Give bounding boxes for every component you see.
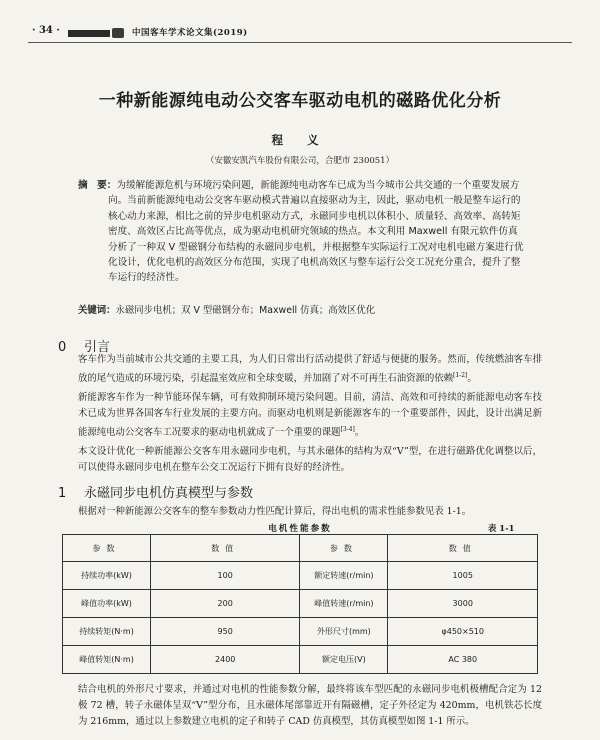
table-row <box>63 646 538 674</box>
paragraph-after-table: 结合电机的外形尺寸要求，并通过对电机的性能参数分解，最终将该车型匹配的永磁同步电机极槽配合定为 12 极 72 槽，转子永磁体呈双“V”型分布，且永磁体尾部靠近开有隔磁槽，定子外径定为 420mm，电机铁芯长度为 216mm，通过以上参数建立电机的定子和转子 CAD 仿真模型，其仿真模型如图 1-1 所示。 <box>78 684 542 728</box>
running-header <box>28 22 572 42</box>
abstract <box>78 178 524 286</box>
paragraph-text: 客车作为当前城市公共交通的主要工具，为人们日常出行活动提供了舒适与便捷的服务。然而，传统燃油客车排放的尾气造成的环境污染，引起温室效应和全球变暖，并加剧了对不可再生石油资源的依赖 <box>78 354 542 385</box>
table-header: 参数 <box>63 535 151 562</box>
table-cell: 峰值转矩(N·m) <box>63 646 151 674</box>
paragraph: 根据对一种新能源公交客车的整车参数动力性匹配计算后，得出电机的需求性能参数见表 1-1。 <box>78 506 472 517</box>
citation: [1-2] <box>453 372 468 380</box>
section-title: 引言 <box>84 340 111 355</box>
table-cell: 3000 <box>388 590 538 618</box>
table-header: 参数 <box>300 535 388 562</box>
table-number: 表 1-1 <box>488 523 515 533</box>
table-cell: 额定转速(r/min) <box>300 562 388 590</box>
table-caption: 电机性能参数 <box>268 524 332 534</box>
keywords-text: 永磁同步电机；双 V 型磁钢分布；Maxwell 仿真；高效区优化 <box>115 305 376 316</box>
motor-parameter-table <box>62 534 538 674</box>
header-logo-mark <box>112 28 124 38</box>
header-rule <box>28 42 572 43</box>
table-cell: 1005 <box>388 562 538 590</box>
paragraph <box>78 390 542 442</box>
paragraph <box>78 352 542 388</box>
paragraph-tail: 。 <box>467 373 477 385</box>
table-cell: 峰值转速(r/min) <box>300 590 388 618</box>
abstract-text: 为缓解能源危机与环境污染问题，新能源纯电动客车已成为当今城市公共交通的一个重要发展方向。当前新能源纯电动公交客车驱动模式普遍以直接驱动为主，因此，驱动电机一般是整车运行的核心动力来源，相比之前的异步电机驱动方式，永磁同步电机以体积小、质量轻、高效率、高转矩密度、高效区占比高等优点，成为驱动电机研究领域的热点。本文利用 Maxwell 有限元软件仿真分析了一种双 V 型磁钢分布结构的永磁同步电机，并根据整车实际运行工况对电机电磁方案进行优化设计，优化电机的高效区分布范围，实现了电机高效区与整车运行公交工况充分重合，提升了整车运行的经济性。 <box>108 180 524 284</box>
section-title: 永磁同步电机仿真模型与参数 <box>84 486 254 501</box>
author-name: 程 义 <box>271 133 329 147</box>
table-cell: 950 <box>151 618 300 646</box>
table-cell: 额定电压(V) <box>300 646 388 674</box>
table-header-row <box>63 535 538 562</box>
section-heading-model <box>58 482 253 501</box>
table-cell: 持续功率(kW) <box>63 562 151 590</box>
page-number: · 34 · <box>32 25 60 36</box>
table-row <box>63 618 538 646</box>
abstract-label: 摘 要： <box>78 180 117 191</box>
table-cell: 外形尺寸(mm) <box>300 618 388 646</box>
author-affiliation: （安徽安凯汽车股份有限公司，合肥市 230051） <box>205 156 395 166</box>
header-decoration <box>68 30 110 37</box>
table-cell: 持续转矩(N·m) <box>63 618 151 646</box>
paragraph <box>78 444 542 476</box>
table-cell: 200 <box>151 590 300 618</box>
table-cell: 峰值功率(kW) <box>63 590 151 618</box>
table-row <box>63 590 538 618</box>
paragraph-text: 本文设计优化一种新能源公交客车用永磁同步电机，与其永磁体的结构为双“V”型，在进行磁路优化调整以后，可以使得永磁同步电机在整车公交工况运行下拥有良好的经济性。 <box>78 446 542 474</box>
journal-name: 中国客车学术论文集(2019) <box>132 28 248 38</box>
table-cell: AC 380 <box>388 646 538 674</box>
paragraph-text: 新能源客车作为一种节能环保车辆，可有效抑制环境污染问题。目前，清洁、高效和可持续的新能源电动客车技术已成为世界各国客车行业发展的主要方向。而驱动电机则是新能源客车的一个重要部件，因此，设计出满足新能源纯电动公交客车工况要求的驱动电机就成了一个重要的课题 <box>78 392 542 439</box>
keywords <box>78 302 524 316</box>
table-row <box>63 562 538 590</box>
citation: [3-4] <box>340 426 355 434</box>
section-number: 1 <box>58 486 67 501</box>
section-number: 0 <box>58 340 67 355</box>
paper-title: 一种新能源纯电动公交客车驱动电机的磁路优化分析 <box>98 91 502 111</box>
keywords-label: 关键词： <box>78 305 116 316</box>
table-header: 数值 <box>388 535 538 562</box>
table-header: 数值 <box>151 535 300 562</box>
table-cell: φ450×510 <box>388 618 538 646</box>
paragraph-tail: 。 <box>354 427 365 439</box>
table-cell: 100 <box>151 562 300 590</box>
table-cell: 2400 <box>151 646 300 674</box>
